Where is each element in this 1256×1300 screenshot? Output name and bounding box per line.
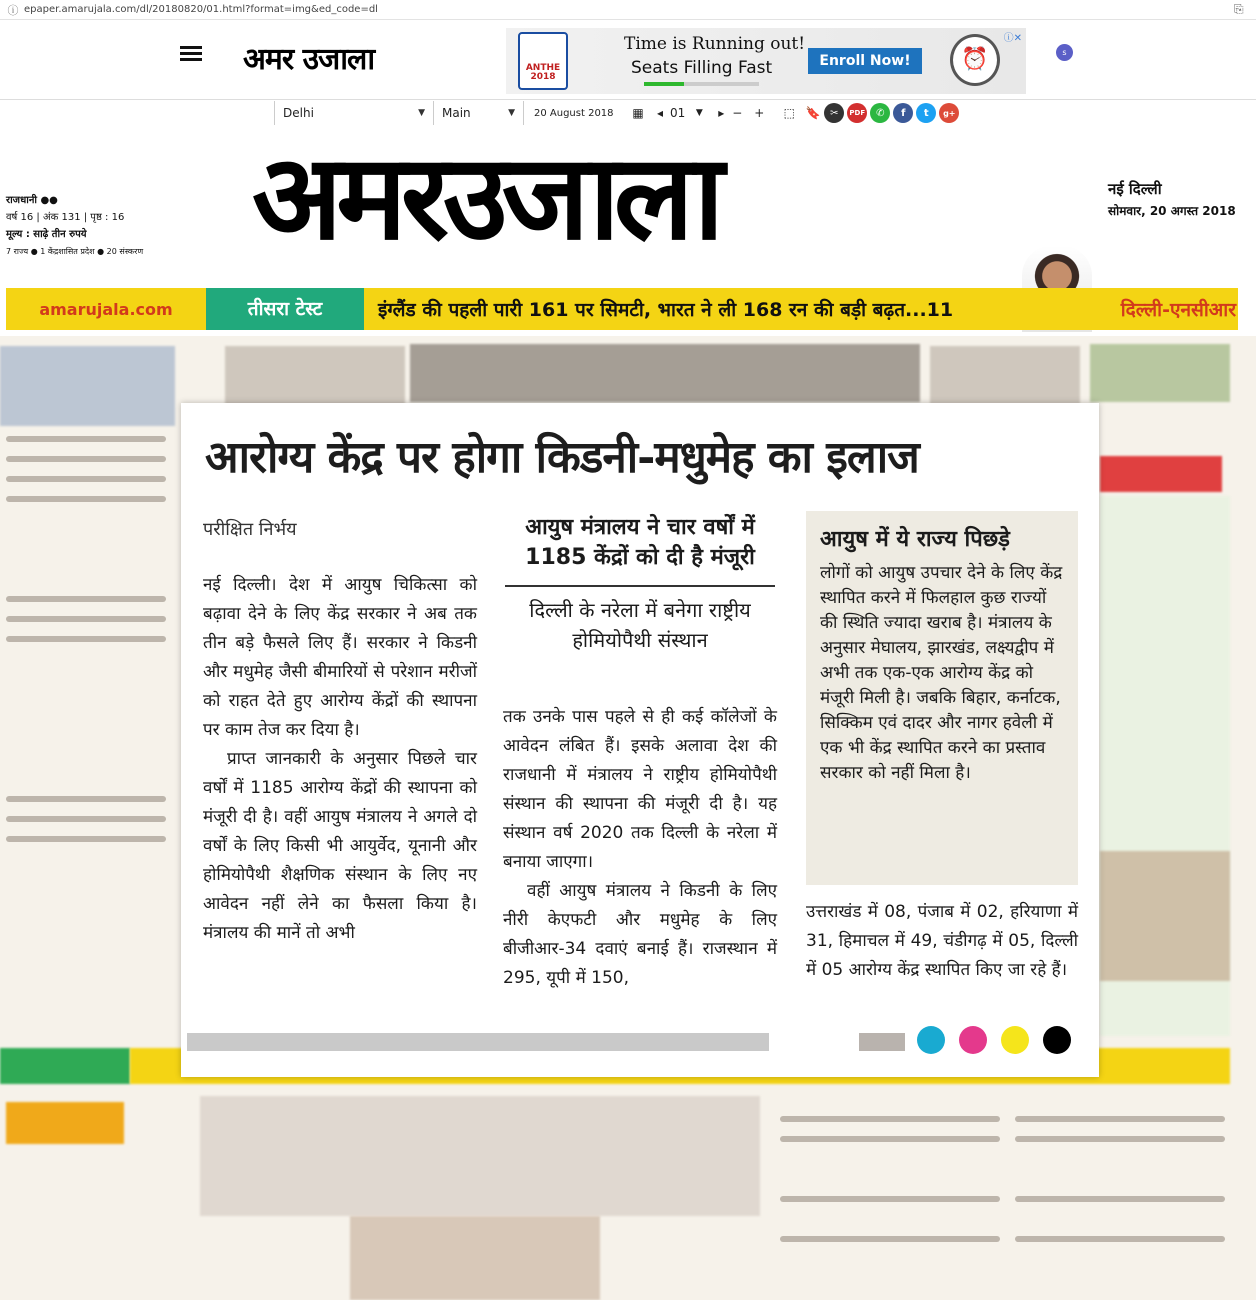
gray-swatch [859, 1033, 905, 1051]
sidebar-box-text: लोगों को आयुष उपचार देने के लिए केंद्र स्थापित करने में फिलहाल कुछ राज्यों की स्थिति ज्यादा खराब है। मंत्रालय के अनुसार मेघालय, झारखंड, लक्ष्यद्वीप में अभी तक एक-एक आरोग्य केंद्र को मंजूरी मिली है। जबकि बिहार, कर्नाटक, सिक्किम एवं दादर और नागर हवेली में एक भी केंद्र स्थापित करने का प्रस्ताव सरकार को नहीं मिला है। [820, 563, 1063, 783]
zoom-out-icon[interactable]: − [732, 106, 743, 120]
twitter-icon[interactable]: t [916, 103, 936, 123]
article-byline: परीक्षित निर्भय [203, 519, 297, 540]
article-paragraph: तक उनके पास पहले से ही कई कॉलेजों के आवेदन लंबित हैं। इसके अलावा देश की राजधानी में मंत्रालय ने राष्ट्रीय होमियोपैथी संस्थान की स्थापना की मंजूरी दी है। यह संस्थान वर्ष 2020 तक दिल्ली के नरेला में बनाया जाएगा। [503, 707, 777, 872]
ad-progress [644, 82, 759, 86]
info-icon[interactable]: ⓘ [7, 3, 19, 17]
enroll-now-button[interactable]: Enroll Now! [808, 48, 922, 74]
zoom-in-icon[interactable]: + [754, 106, 765, 120]
page-number[interactable]: 01 [670, 106, 686, 120]
user-avatar[interactable]: s [1056, 44, 1073, 61]
cyan-swatch [917, 1026, 945, 1054]
edition-value: Main [442, 106, 471, 120]
article-headline: आरोग्य केंद्र पर होगा किडनी-मधुमेह का इलाज [205, 432, 919, 483]
extension-icon[interactable]: ⎘ [1234, 2, 1244, 16]
newspaper-masthead [0, 126, 1256, 286]
subheading-1: आयुष मंत्रालय ने चार वर्षों में 1185 केंद्रों को दी है मंजूरी [525, 515, 755, 570]
article-paragraph: उत्तराखंड में 08, पंजाब में 02, हरियाणा में 31, हिमाचल में 49, चंडीगढ़ में 05, दिल्ली में 05 आरोग्य केंद्र स्थापित किए जा रहे हैं। [806, 902, 1078, 980]
facebook-icon[interactable]: f [893, 103, 913, 123]
masthead-dateline [1108, 178, 1236, 222]
browser-address-bar[interactable] [0, 0, 1256, 20]
masthead-date: सोमवार, 20 अगस्त 2018 [1108, 204, 1236, 218]
masthead-info-line: राजधानी ●● [6, 195, 58, 206]
alarm-clock-icon: ⏰ [950, 34, 1000, 86]
chevron-down-icon: ▼ [508, 108, 515, 118]
strip-region: दिल्ली-एनसीआर [1120, 299, 1236, 321]
sidebar-box-title: आयुष में ये राज्य पिछड़े [820, 527, 1010, 552]
strip-tag: तीसरा टेस्ट [206, 288, 364, 330]
masthead-info-line: मूल्य : साढ़े तीन रुपये [6, 229, 87, 240]
ad-close-icon[interactable]: ⓘ✕ [1003, 33, 1022, 44]
ad-line1: Time is Running out! [624, 34, 806, 54]
ad-line2: Seats Filling Fast [631, 58, 773, 78]
edition-select[interactable] [434, 101, 524, 125]
date-display: 20 August 2018 [534, 107, 614, 119]
hamburger-icon[interactable] [180, 46, 202, 66]
pdf-icon[interactable]: PDF [847, 103, 867, 123]
calendar-icon[interactable]: ▦ [632, 106, 644, 120]
url-text[interactable]: epaper.amarujala.com/dl/20180820/01.html?format=img&ed_code=dl [24, 4, 378, 15]
page-dropdown-icon[interactable]: ▼ [695, 108, 703, 118]
ad-logo: ANTHE 2018 [518, 32, 568, 90]
city-select[interactable] [274, 101, 434, 125]
black-swatch [1043, 1026, 1071, 1054]
site-logo[interactable]: अमर उजाला [243, 42, 375, 77]
subheading-2: दिल्ली के नरेला में बनेगा राष्ट्रीय होमियोपैथी संस्थान [529, 598, 751, 652]
epaper-toolbar [274, 100, 994, 126]
article-column-1 [203, 571, 477, 948]
fit-icon[interactable]: ⬚ [783, 106, 795, 120]
prev-page-icon[interactable]: ◂ [656, 106, 664, 120]
sidebar-box [806, 511, 1078, 885]
article-paragraph: प्राप्त जानकारी के अनुसार पिछले चार वर्षों में 1185 आरोग्य केंद्रों की स्थापना को मंजूरी दी है। वहीं आयुष मंत्रालय ने अगले दो वर्षों के लिए किसी भी आयुर्वेद, यूनानी और होमियोपैथी शैक्षणिक संस्थान के लिए नए आवेदन नहीं लेने का फैसला किया है। मंत्रालय की मानें तो अभी [203, 749, 477, 943]
article-column-2 [503, 703, 777, 993]
article-column-3 [806, 898, 1078, 985]
city-value: Delhi [283, 106, 314, 120]
masthead-info-line: 7 राज्य ● 1 केंद्रशासित प्रदेश ● 20 संस्करण [6, 247, 144, 256]
article-paragraph: नई दिल्ली। देश में आयुष चिकित्सा को बढ़ावा देने के लिए केंद्र सरकार ने अब तक तीन बड़े फैसले लिए हैं। सरकार ने किडनी और मधुमेह जैसी बीमारियों से परेशान मरीजों को राहत देते हुए आरोग्य केंद्रों की स्थापना पर काम तेज कर दिया है। [203, 575, 477, 740]
masthead-logo: अमरउजाला [252, 127, 719, 266]
strip-site-label: amarujala.com [39, 299, 173, 319]
article-paragraph: वहीं आयुष मंत्रालय ने किडनी के लिए नीरी केएफटी और मधुमेह के लिए बीजीआर-34 दवाएं बनाई हैं। राजस्थान में 295, यूपी में 150, [503, 881, 777, 988]
masthead-info [6, 192, 143, 260]
advertisement-banner[interactable] [506, 28, 1026, 94]
masthead-info-line: वर्ष 16 | अंक 131 | पृष्ठ : 16 [6, 212, 125, 223]
bookmark-icon[interactable]: 🔖 [805, 106, 821, 120]
strip-headline: इंग्लैंड की पहली पारी 161 पर सिमटी, भारत ने ली 168 रन की बड़ी बढ़त...11 [378, 299, 954, 321]
next-page-icon[interactable]: ▸ [718, 106, 725, 120]
print-registration-bar [187, 1033, 769, 1051]
whatsapp-icon[interactable]: ✆ [870, 103, 890, 123]
site-header [0, 20, 1256, 100]
chevron-down-icon: ▼ [418, 108, 425, 118]
article-clipping[interactable] [181, 403, 1099, 1077]
clip-icon[interactable]: ✂ [824, 103, 844, 123]
yellow-swatch [1001, 1026, 1029, 1054]
masthead-city: नई दिल्ली [1108, 180, 1162, 198]
divider [505, 585, 775, 587]
top-strip[interactable] [6, 288, 1238, 330]
magenta-swatch [959, 1026, 987, 1054]
googleplus-icon[interactable]: g+ [939, 103, 959, 123]
